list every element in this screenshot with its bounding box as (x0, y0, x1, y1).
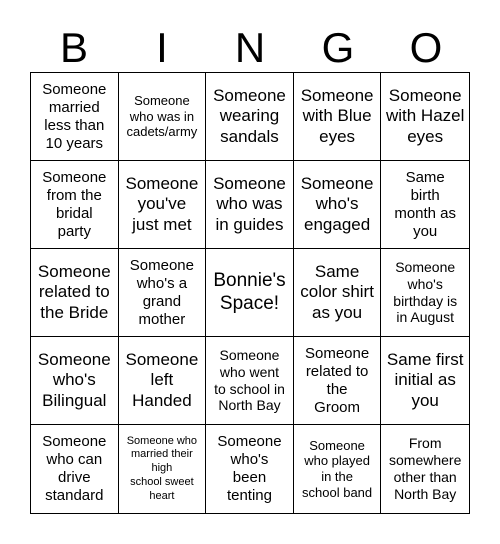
bingo-cell[interactable]: Someone who went to school in North Bay (206, 337, 294, 425)
bingo-cell[interactable]: Someone who was in cadets/army (119, 73, 207, 161)
bingo-cell[interactable]: Someone who married their high school sweet heart (119, 425, 207, 513)
bingo-cell[interactable]: Someone related to the Groom (294, 337, 382, 425)
free-space-cell[interactable]: Bonnie's Space! (206, 249, 294, 337)
bingo-cell[interactable]: Someone married less than 10 years (31, 73, 119, 161)
bingo-cell[interactable]: Someone wearing sandals (206, 73, 294, 161)
bingo-cell[interactable]: Same birth month as you (381, 161, 469, 249)
bingo-cell[interactable]: Someone left Handed (119, 337, 207, 425)
bingo-cell[interactable]: Same first initial as you (381, 337, 469, 425)
bingo-cell[interactable]: Same color shirt as you (294, 249, 382, 337)
bingo-cell[interactable]: Someone with Blue eyes (294, 73, 382, 161)
bingo-cell[interactable]: Someone with Hazel eyes (381, 73, 469, 161)
bingo-cell[interactable]: Someone you've just met (119, 161, 207, 249)
bingo-cell[interactable]: Someone who's a grand mother (119, 249, 207, 337)
bingo-cell[interactable]: Someone who played in the school band (294, 425, 382, 513)
header-letter-o: O (409, 24, 443, 71)
bingo-board (30, 72, 470, 514)
bingo-cell[interactable]: Someone who's been tenting (206, 425, 294, 513)
bingo-cell[interactable]: From somewhere other than North Bay (389, 435, 462, 502)
bingo-cell[interactable]: Someone related to the Bride (31, 249, 119, 337)
bingo-cell[interactable]: Someone from the bridal party (31, 161, 119, 249)
bingo-cell[interactable]: Someone who's engaged (294, 161, 382, 249)
header-letter-i: I (156, 24, 168, 71)
header-letter-g: G (321, 24, 355, 71)
header-letter-b: B (59, 24, 88, 71)
header-letter-n: N (234, 24, 266, 71)
bingo-cell[interactable]: Someone who can drive standard (31, 425, 119, 513)
bingo-cell[interactable]: Someone who was in guides (206, 161, 294, 249)
bingo-header (30, 24, 470, 72)
bingo-cell[interactable]: Someone who's Bilingual (31, 337, 119, 425)
bingo-cell[interactable]: Someone who's birthday is in August (381, 249, 469, 337)
